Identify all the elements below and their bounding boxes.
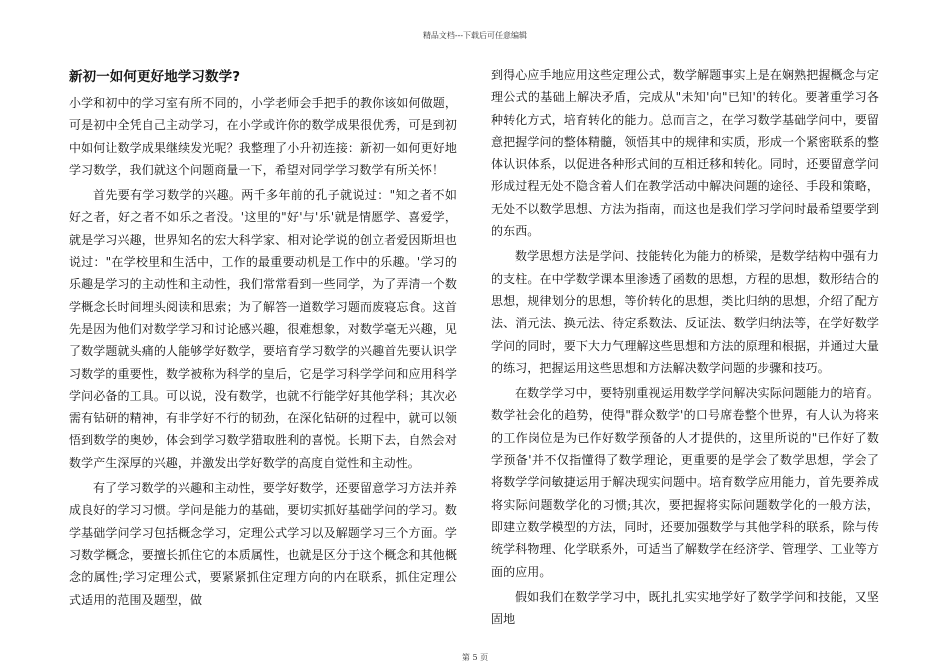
page-header: 精品文档---下载后可任意编辑 [422,31,528,40]
paragraph: 在数学学习中，要特别重视运用数学学问解决实际问题能力的培育。数学社会化的趋势，使得"群众数学'的口号席卷整个世界，有人认为将来的工作岗位是为已作好数学预备的人才提供的，这里所说的"已作好了数学预备'并不仅指懂得了数学理论，更重要的是学会了数学思想，学会了将数学学问敏捷运用于解决现实问题中。培育数学应用能力，首先要养成将实际问题数学化的习惯;其次，要把握将实际问题数学化的一般方法，即建立数学模型的方法，同时，还要加强数学与其他学科的联系，除与传统学科物理、化学联系外，可适当了解数学在经济学、管理学、工业等方面的应用。 [491,386,879,579]
left-column [69,64,457,614]
paragraph: 首先要有学习数学的兴趣。两千多年前的孔子就说过："知之者不如好之者，好之者不如乐之者没。'这里的"好'与'乐'就是情愿学、喜爱学，就是学习兴趣，世界知名的宏大科学家、相对论学说的创立者爱因斯坦也说过："在学校里和生活中，工作的最重要动机是工作中的乐趣。'学习的乐趣是学习的主动性和主动性，我们常常看到一些同学，为了弄清一个数学概念长时间埋头阅读和思索；为了解答一道数学习题而废寝忘食。这首先是因为他们对数学学习和讨论感兴趣，很难想象，对数学毫无兴趣，见了数学题就头痛的人能够学好数学，要培育学习数学的兴趣首先要认识学习数学的重要性，数学被称为科学的皇后，它是学习科学学问和应用科学学问必备的工具。可以说，没有数学，也就不行能学好其他学科；其次必需有钻研的精神，有非学好不行的韧劲，在深化钻研的过程中，就可以领悟到数学的奥妙，体会到学习数学猎取胜利的喜悦。长期下去，自然会对数学产生深厚的兴趣，并激发出学好数学的高度自觉性和主动性。 [69,188,457,470]
article-title: 新初一如何更好地学习数学? [69,69,241,85]
paragraph: 到得心应手地应用这些定理公式，数学解题事实上是在娴熟把握概念与定理公式的基础上解决矛盾，完成从"未知'向"已知'的转化。要著重学习各种转化方式，培育转化的能力。总而言之，在学习数学基础学问中，要留意把握学问的整体精髓，领悟其中的规律和实质，形成一个紧密联系的整体认识体系，以促进各种形式间的互相迁移和转化。同时，还要留意学问形成过程无处不隐含着人们在教学活动中解决问题的途径、手段和策略，无处不以数学思想、方法为指南，而这也是我们学习学问时最希望要学到的东西。 [491,68,879,239]
paragraph: 小学和初中的学习室有所不同的，小学老师会手把手的教你该如何做题，可是初中全凭自己主动学习，在小学或许你的数学成果很优秀，可是到初中如何让数学成果继续发光呢？我整理了小升初连接：新初一如何更好地学习数学，我们就这个问题商量一下，希望对同学学习数学有所关怀！ [69,96,457,177]
paragraph: 假如我们在数学学习中，既扎扎实实地学好了数学学问和技能，又坚固地 [491,589,879,627]
paragraph: 有了学习数学的兴趣和主动性，要学好数学，还要留意学习方法并养成良好的学习习惯。学问是能力的基础，要切实抓好基础学问的学习。数学基础学问学习包括概念学习，定理公式学习以及解题学习三个方面。学习数学概念，要擅长抓住它的本质属性，也就是区分于这个概念和其他概念的属性;学习定理公式，要紧紧抓住定理方向的内在联系，抓住定理公式适用的范围及题型，做 [69,481,457,607]
paragraph: 数学思想方法是学问、技能转化为能力的桥梁，是数学结构中强有力的支柱。在中学数学课本里渗透了函数的思想，方程的思想，数形结合的思想，规律划分的思想，等价转化的思想，类比归纳的思想，介绍了配方法、消元法、换元法、待定系数法、反证法、数学归纳法等，在学好数学学问的同时，要下大力气理解这些思想和方法的原理和根据，并通过大量的练习，把握运用这些思想和方法解决数学问题的步骤和技巧。 [491,249,879,375]
page-number: 第 5 页 [461,653,489,662]
right-column [491,64,879,633]
